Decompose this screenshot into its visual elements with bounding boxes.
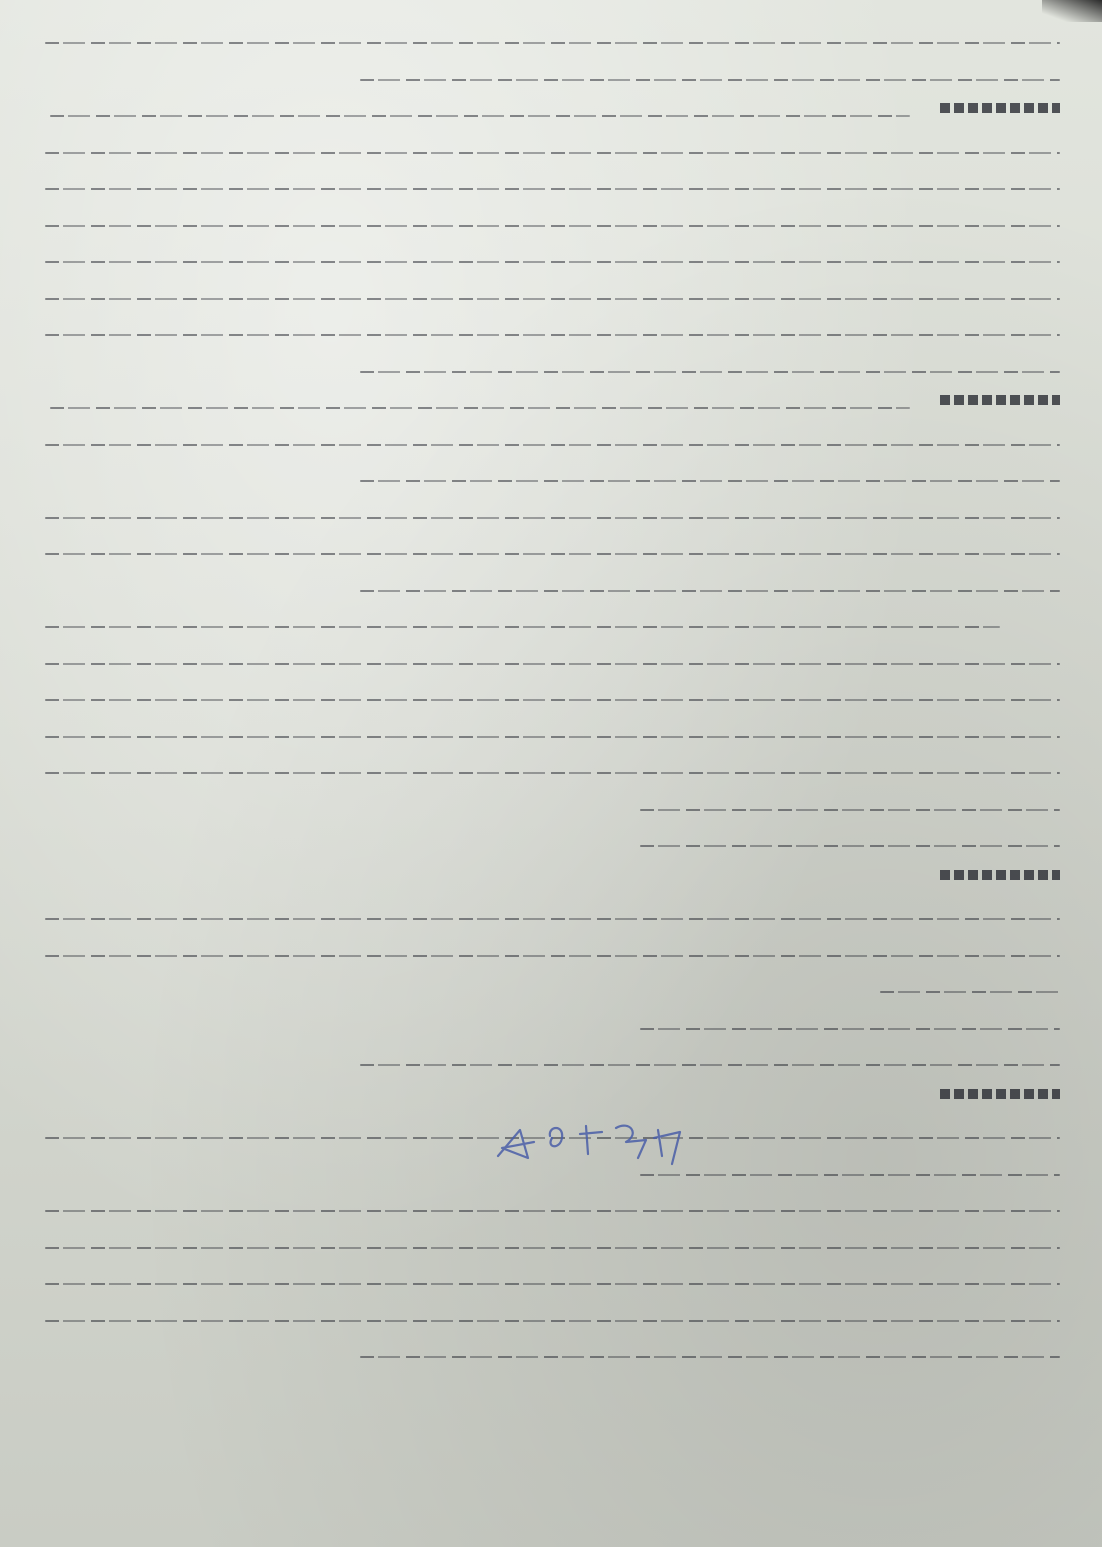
text-line [40, 1225, 1060, 1262]
heading-stroke [940, 1089, 1060, 1099]
text-line [40, 604, 1060, 641]
handwritten-stroke [45, 918, 1060, 920]
text-line [40, 1188, 1060, 1225]
text-line [40, 20, 1060, 57]
handwritten-stroke [640, 845, 1060, 847]
section-heading [40, 860, 1060, 897]
heading-stroke [940, 395, 1060, 405]
text-line [40, 276, 1060, 313]
text-line [40, 495, 1060, 532]
text-line [40, 1006, 1060, 1043]
handwritten-stroke [45, 699, 1060, 701]
handwritten-stroke [360, 371, 1060, 373]
text-line [40, 641, 1060, 678]
handwritten-stroke [45, 152, 1060, 154]
handwritten-stroke [45, 553, 1060, 555]
text-line [40, 750, 1060, 787]
text-line [40, 677, 1060, 714]
text-line [40, 166, 1060, 203]
heading-stroke [940, 103, 1060, 113]
handwritten-stroke [360, 79, 1060, 81]
handwritten-stroke [45, 772, 1060, 774]
handwritten-stroke [45, 955, 1060, 957]
handwritten-stroke [45, 444, 1060, 446]
text-line [40, 1298, 1060, 1335]
text-line [40, 57, 1060, 94]
text-line [40, 896, 1060, 933]
handwritten-stroke [45, 261, 1060, 263]
handwritten-stroke [640, 1028, 1060, 1030]
text-line [40, 531, 1060, 568]
handwritten-stroke [45, 298, 1060, 300]
page-corner-shadow [1042, 0, 1102, 22]
handwritten-stroke [50, 115, 910, 117]
text-line [40, 203, 1060, 240]
handwritten-stroke [45, 1210, 1060, 1212]
handwritten-stroke [45, 1320, 1060, 1322]
text-line [40, 933, 1060, 970]
handwritten-stroke [45, 517, 1060, 519]
section-heading [40, 93, 1060, 130]
handwritten-stroke [640, 1174, 1060, 1176]
handwritten-stroke [45, 736, 1060, 738]
text-line [40, 1261, 1060, 1298]
handwritten-stroke [45, 1283, 1060, 1285]
text-line [40, 349, 1060, 386]
text-line [40, 714, 1060, 751]
text-line [40, 969, 1060, 1006]
handwritten-stroke [45, 225, 1060, 227]
text-line [40, 1334, 1060, 1371]
text-line [40, 568, 1060, 605]
handwritten-stroke [360, 590, 1060, 592]
handwritten-stroke [360, 1356, 1060, 1358]
handwritten-stroke [45, 334, 1060, 336]
text-line [40, 130, 1060, 167]
handwritten-stroke [45, 42, 1060, 44]
text-line [40, 823, 1060, 860]
text-line [40, 422, 1060, 459]
handwritten-stroke [360, 480, 1060, 482]
text-line [40, 458, 1060, 495]
heading-stroke [940, 870, 1060, 880]
handwritten-stroke [45, 663, 1060, 665]
handwritten-stroke [45, 626, 1000, 628]
handwritten-stroke [360, 1064, 1060, 1066]
handwritten-stroke [45, 1247, 1060, 1249]
section-heading [40, 385, 1060, 422]
handwritten-stroke [880, 991, 1060, 993]
blue-ink-signature [490, 1108, 700, 1178]
text-line [40, 1042, 1060, 1079]
text-line [40, 239, 1060, 276]
handwritten-stroke [640, 809, 1060, 811]
text-line [40, 312, 1060, 349]
text-line [40, 787, 1060, 824]
handwritten-stroke [50, 407, 910, 409]
handwritten-stroke [45, 188, 1060, 190]
